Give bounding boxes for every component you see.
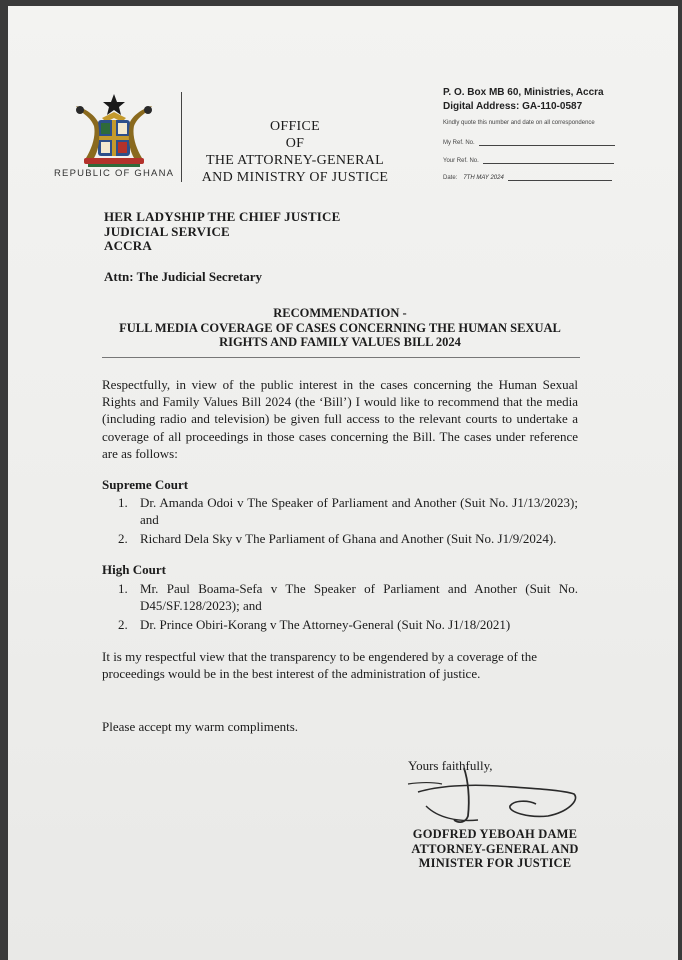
ghana-coat-of-arms-icon bbox=[64, 92, 164, 170]
signatory-name: GODFRED YEBOAH DAME bbox=[412, 827, 578, 841]
office-line: OF bbox=[285, 136, 305, 151]
my-ref-row bbox=[443, 137, 615, 146]
case-number: 1. bbox=[118, 495, 128, 510]
subject-line: RECOMMENDATION - bbox=[273, 306, 407, 320]
your-ref-label: Your Ref. No. bbox=[443, 158, 479, 164]
signatory-block bbox=[405, 827, 585, 871]
subject-line: FULL MEDIA COVERAGE OF CASES CONCERNING THE HUMAN SEXUAL bbox=[119, 320, 561, 335]
republic-of-ghana-label: REPUBLIC OF GHANA bbox=[54, 168, 175, 179]
signatory-title: MINISTER FOR JUSTICE bbox=[418, 856, 572, 870]
office-title bbox=[190, 118, 400, 186]
office-line: AND MINISTRY OF JUSTICE bbox=[201, 170, 389, 185]
view-paragraph: It is my respectful view that the transparency to be engendered by a coverage of the proceedings would be in the best interest of the administration of justice. bbox=[102, 649, 537, 682]
attention-line: Attn: The Judicial Secretary bbox=[104, 269, 263, 284]
date-label: Date: bbox=[443, 175, 458, 181]
high-court-list bbox=[118, 580, 578, 633]
case-item bbox=[118, 494, 578, 529]
recipient-line: HER LADYSHIP THE CHIEF JUSTICE bbox=[104, 209, 341, 224]
recipient-line: JUDICIAL SERVICE bbox=[104, 223, 230, 239]
case-text: Dr. Amanda Odoi v The Speaker of Parliament and Another (Suit No. J1/13/2023); and bbox=[140, 495, 578, 528]
your-ref-line bbox=[483, 155, 614, 164]
my-ref-line bbox=[479, 137, 615, 146]
case-number: 1. bbox=[118, 581, 128, 596]
recipient-block bbox=[104, 210, 340, 254]
date-row bbox=[443, 172, 612, 181]
compliments-line: Please accept my warm compliments. bbox=[102, 719, 299, 734]
subject-heading bbox=[100, 306, 580, 350]
case-item bbox=[118, 580, 578, 615]
your-ref-row bbox=[443, 155, 614, 164]
case-text: Dr. Prince Obiri-Korang v The Attorney-General (Suit No. J1/18/2021) bbox=[140, 616, 511, 632]
office-line: OFFICE bbox=[269, 119, 321, 134]
address-line: P. O. Box MB 60, Ministries, Accra bbox=[443, 87, 604, 98]
case-item bbox=[118, 530, 578, 547]
signatory-title: ATTORNEY-GENERAL AND bbox=[411, 841, 579, 856]
case-number: 2. bbox=[118, 530, 128, 546]
letterhead-divider bbox=[181, 92, 182, 182]
supreme-court-list bbox=[118, 494, 578, 547]
high-court-heading: High Court bbox=[102, 562, 166, 577]
valediction: Yours faithfully, bbox=[408, 758, 493, 773]
recipient-line: ACCRA bbox=[104, 238, 152, 253]
office-line: THE ATTORNEY-GENERAL bbox=[205, 153, 384, 168]
digital-address: Digital Address: GA-110-0587 bbox=[443, 101, 583, 112]
postal-address bbox=[443, 86, 604, 114]
case-number: 2. bbox=[118, 616, 128, 632]
quote-note: Kindly quote this number and date on all correspondence bbox=[443, 120, 595, 126]
date-line bbox=[508, 172, 612, 181]
intro-paragraph: Respectfully, in view of the public interest in the cases concerning the Human Sexual Rights and Family Values Bill 2024 (the ‘Bill’) I would like to recommend that the media (including radio and television) be given full access to the relevant courts to undertake a coverage of all proceedings in those cases concerning the Bill. The cases under reference are as follows: bbox=[102, 377, 578, 461]
subject-underline bbox=[102, 357, 580, 358]
case-text: Richard Dela Sky v The Parliament of Ghana and Another (Suit No. J1/9/2024). bbox=[140, 530, 557, 546]
subject-line: RIGHTS AND FAMILY VALUES BILL 2024 bbox=[219, 335, 461, 349]
case-text: Mr. Paul Boama-Sefa v The Speaker of Parliament and Another (Suit No. D45/SF.128/2023); and bbox=[140, 581, 578, 614]
my-ref-label: My Ref. No. bbox=[443, 140, 475, 146]
case-item bbox=[118, 616, 578, 633]
date-value: 7TH MAY 2024 bbox=[463, 175, 504, 181]
supreme-court-heading: Supreme Court bbox=[102, 477, 189, 492]
signature-image bbox=[398, 760, 588, 830]
